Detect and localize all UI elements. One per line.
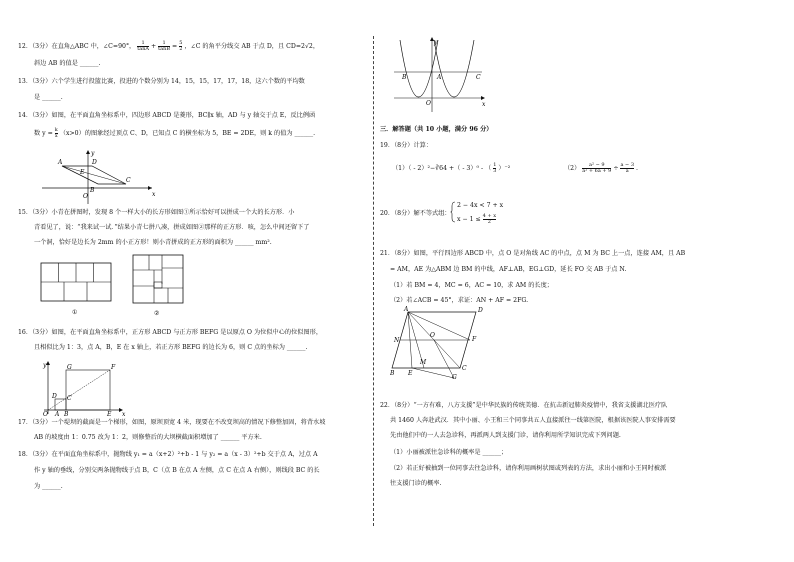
q15-line1: 15．（3分）小青在拼图时，发现 8 个一样大小的长方形如图①所示恰好可以拼成一个大的长方形．小 [18, 209, 295, 216]
q21-line2: = AM，AE 为△ABM 边 BM 的中线，AF⊥AB，EG⊥GD，延长 FO 交 AB 于点 N. [390, 266, 627, 273]
q16-label-G: G [67, 364, 72, 371]
q21-label-N: N [394, 337, 400, 344]
q18-line1: 18．（3分）在平面直角坐标系中，抛物线 y₁ = a（x+2）²+b - 1 与 y₂ = a（x - 3）²+b 交于点 A，过点 A [18, 451, 318, 458]
q21-line1: 21．（8分）如图，平行四边形 ABCD 中，点 O 是对角线 AC 的中点，点 M 为 BC 上一点，连接 AM，且 AB [380, 250, 686, 257]
q15-figure-2 [132, 254, 186, 318]
q15-line3: 一个洞，恰好是边长为 2mm 的小正方形！则小青拼成的正方形的面积为 ______ mm². [34, 239, 272, 246]
left-column [0, 0, 372, 562]
section-heading: 三．解答题（共 10 小题，满分 96 分） [380, 126, 493, 133]
q14-label-D: D [92, 159, 97, 166]
q14-label-O: O [83, 193, 88, 200]
q16-label-B: B [64, 411, 69, 416]
q14-label-E: E [80, 169, 85, 176]
graph-label-O: O [426, 100, 431, 107]
q19-frac-a: $\frac{\text{a² − 9}}{\text{a² + 6a + 9}}$ [582, 162, 612, 174]
q20-row1: 2 − 4x < 7 + x [457, 202, 504, 209]
q14-label-y: y [91, 150, 95, 157]
q14-label-B: B [90, 187, 95, 194]
q20-heading: 20．（8分）解不等式组： [380, 210, 451, 217]
q22-line2: 共 1460 人奔赴武汉．其中小丽、小王和三个同事共五人直接派往一线第医院，根据该医院人事安排需要 [390, 417, 676, 424]
graph-label-A: A [437, 74, 442, 81]
q14-line2: 数 y = $\frac{k}{x}$ （x>0）的图象经过顶点 C、D，已知点 C 的横坐标为 5，BE = 2DE，则 k 的值为 ______. [34, 127, 316, 139]
q13-line2: 是 ______. [34, 94, 63, 101]
q20-frac: $\frac{4 + x}{2}$ [482, 213, 497, 225]
q19-part2: （2） $\frac{\text{a² − 9}}{\text{a² + 6a + 9}}$ ÷ $\frac{a - 3}{a}$ . [564, 162, 638, 174]
q20-row2: x − 1 ≤ $\frac{4 + x}{2}$ [457, 213, 497, 225]
q12-line1: 12．（3分）在直角△ABC 中，∠C=90°， $\frac{1}{\tan A}$ + $\frac{1}{\tan B}$ = $\frac{5}{2}$ ，∠C 的角平分线交 AB 于点 D，且 CD=2√2， [18, 40, 320, 52]
q17-line2: AB 的坡度由 1：0.75 改为 1：2，则修整后的大坝横截面积增加了 ______ 平方米. [34, 434, 262, 441]
q22-line1: 22．（8分）“一方有难，八方支援”是中华民族的传统美德．在抗击新冠肺炎疫情中，我省支援湖北医疗队 [380, 402, 668, 409]
q12-frac3: $\frac{5}{2}$ [179, 40, 183, 52]
q15-line2: 青看见了，说：“我来试一试．”结果小青七拼八凑，拼成如图②那样的正方形．咳，怎么中间还留下了 [34, 224, 310, 231]
q15-fig1-label: ① [72, 309, 78, 316]
q21-label-A: A [404, 306, 409, 313]
q21-line3: （1）若 BM = 4，MC = 6，AC = 10，求 AM 的长度； [390, 282, 553, 289]
graph-label-C: C [476, 74, 481, 81]
q15-fig2-label: ② [154, 310, 160, 317]
graph-label-y: y [434, 39, 438, 46]
q12-frac2: $\frac{1}{\tan B}$ [158, 40, 171, 52]
q21-label-E: E [408, 370, 413, 377]
q18-line2: 作 y 轴的垂线，分别交两条抛物线于点 B，C（点 B 在点 A 左侧，点 C 在点 A 右侧），则线段 BC 的长 [34, 467, 320, 474]
q22-line4: （1）小丽被派往急诊科的概率是 ______； [390, 449, 508, 456]
q21-parallelogram-figure [390, 306, 490, 380]
q14-label-A: A [58, 159, 63, 166]
q15-figure-1 [40, 262, 112, 318]
q21-label-C: C [462, 365, 467, 372]
q14-label-C: C [126, 177, 131, 184]
q14-line1: 14．（3分）如图，在平面直角坐标系中，四边形 ABCD 是菱形，BC∥x 轴，AD 与 y 轴交于点 E，反比例函 [18, 112, 316, 119]
q22-line6: 往支援门诊的概率. [390, 480, 442, 487]
q18-parabola-graph [392, 34, 490, 114]
q19-frac-1-3: $\frac{1}{3}$ [493, 162, 497, 174]
right-column [376, 0, 794, 562]
q21-label-F: F [472, 336, 477, 343]
q21-label-O: O [430, 332, 435, 339]
q16-label-F: F [111, 364, 116, 371]
q16-label-C: C [67, 395, 72, 402]
q21-line4: （2）若∠ACB = 45°，求证：AN + AF = 2FG. [390, 297, 529, 304]
q14-label-x: x [152, 191, 156, 198]
column-divider [373, 36, 374, 526]
q19-part1: （1）（ - 2）²−∛64 +（ - 3）⁰ - （ $\frac{1}{3}$ ）⁻² [392, 162, 511, 174]
q19-frac-b: $\frac{a - 3}{a}$ [620, 162, 635, 174]
q12-frac1: $\frac{1}{\tan A}$ [137, 40, 150, 52]
q16-label-O: O [43, 411, 48, 416]
q21-label-D: D [478, 307, 483, 314]
q13-line1: 13．（3分）六个学生进行投篮比赛，投进的个数分别为 14，15，15，17，17，18，这六个数的平均数 [18, 78, 305, 85]
q12-line2: 斜边 AB 的值是 ______. [34, 60, 101, 67]
q21-label-M: M [420, 359, 427, 366]
q22-line3: 先由他们中的一人去急诊科，再派两人到支援门诊，请你利用所学知识完成下列问题. [390, 432, 621, 439]
q17-line1: 17．（3分）一个堤坝的截面是一个梯形，如图，原坝顶宽 4 米，现要在不改变坝高的情况下修整加固，将背水坡 [18, 419, 326, 426]
q20-brace [450, 201, 456, 223]
q22-line5: （2）若正好被抽到一位同事去往急诊科，请你利用画树状图或列表的方法，求出小丽和小王同时被派 [390, 465, 667, 472]
q16-line1: 16．（3分）如图，在平面直角坐标系中，正方形 ABCD 与正方形 BEFG 是以原点 O 为位似中心的位似图形， [18, 329, 323, 336]
graph-label-B: B [402, 74, 407, 81]
q14-rhombus-figure [40, 148, 160, 206]
q16-label-y: y [43, 362, 47, 369]
q16-label-D: D [52, 393, 57, 400]
q18-line3: 为 ______. [34, 483, 63, 490]
q21-label-B: B [390, 370, 395, 377]
q21-label-G: G [452, 374, 457, 380]
q14-frac-k-over-x: $\frac{k}{x}$ [54, 127, 58, 139]
q16-label-E: E [107, 411, 112, 416]
q16-label-A: A [55, 411, 60, 416]
q16-label-x: x [122, 411, 126, 416]
q19-heading: 19．（8分）计算： [380, 142, 433, 149]
q16-line2: 且相似比为 1：3，点 A，B，E 在 x 轴上，若正方形 BEFG 的边长为 6，则 C 点的坐标为 ______. [34, 344, 308, 351]
graph-label-x: x [482, 101, 486, 108]
q16-square-figure [42, 360, 126, 416]
